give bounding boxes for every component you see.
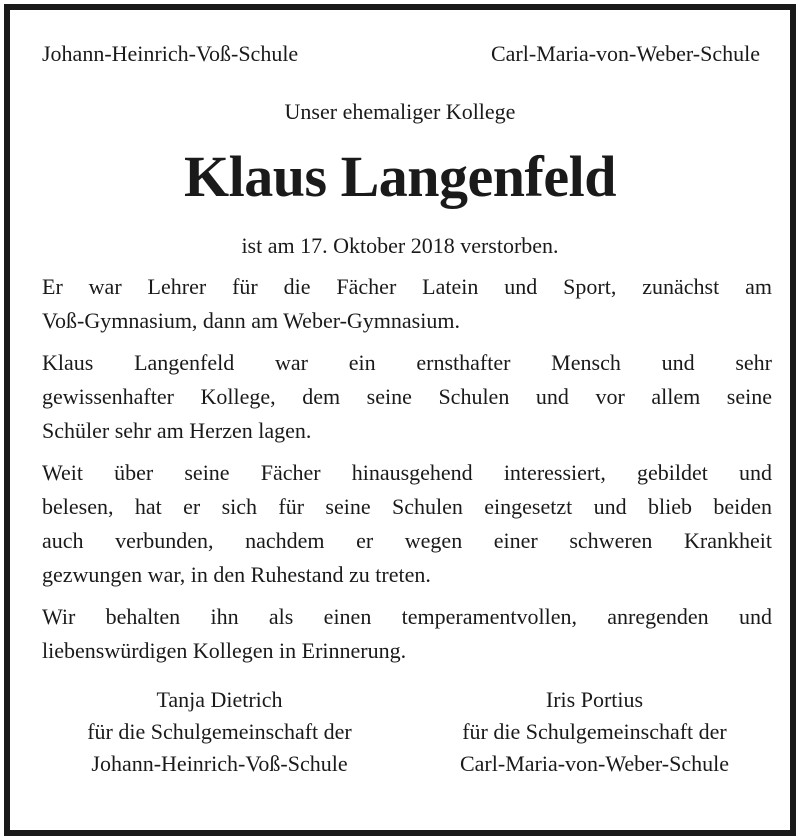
paragraph-line: Schüler sehr am Herzen lagen.: [42, 418, 312, 443]
header-left-school: Johann-Heinrich-Voß-Schule: [42, 41, 299, 66]
signatory-role: für die Schulgemeinschaft der: [87, 719, 352, 744]
paragraph-remembrance: [42, 600, 772, 668]
header-right-school: Carl-Maria-von-Weber-Schule: [490, 41, 760, 66]
paragraph-line: Er war Lehrer für die Fächer Latein und Sport, zunächst am: [42, 274, 772, 299]
paragraph-line: belesen, hat er sich für seine Schulen eingesetzt und blieb beiden: [42, 494, 772, 519]
paragraph-teaching: [42, 270, 772, 338]
paragraph-line: liebenswürdigen Kollegen in Erinnerung.: [42, 638, 407, 663]
paragraph-engagement: [42, 456, 772, 592]
signature-right: [417, 684, 772, 780]
obituary-notice: [4, 4, 796, 836]
obituary-body: [42, 270, 772, 676]
intro-line: Unser ehemaliger Kollege: [284, 99, 516, 124]
signatory-school: Johann-Heinrich-Voß-Schule: [91, 751, 348, 776]
paragraph-character: [42, 346, 772, 448]
paragraph-line: auch verbunden, nachdem er wegen einer schweren Krankheit: [42, 528, 772, 553]
paragraph-line: Voß-Gymnasium, dann am Weber-Gymnasium.: [42, 308, 460, 333]
school-header: [42, 40, 760, 68]
paragraph-line: Weit über seine Fächer hinausgehend interessiert, gebildet und: [42, 460, 772, 485]
deceased-name: Klaus Langenfeld: [184, 144, 616, 209]
signatory-school: Carl-Maria-von-Weber-Schule: [459, 751, 729, 776]
signatory-name: Tanja Dietrich: [156, 687, 283, 712]
paragraph-line: Klaus Langenfeld war ein ernsthafter Mensch und sehr: [42, 350, 772, 375]
paragraph-line: Wir behalten ihn als einen temperamentvollen, anregenden und: [42, 604, 772, 629]
death-date-line: ist am 17. Oktober 2018 verstorben.: [241, 233, 559, 258]
paragraph-line: gewissenhafter Kollege, dem seine Schulen und vor allem seine: [42, 384, 772, 409]
signatures: [42, 684, 772, 780]
signatory-name: Iris Portius: [545, 687, 644, 712]
signatory-role: für die Schulgemeinschaft der: [462, 719, 727, 744]
signature-left: [42, 684, 397, 780]
paragraph-line: gezwungen war, in den Ruhestand zu treten.: [42, 562, 431, 587]
